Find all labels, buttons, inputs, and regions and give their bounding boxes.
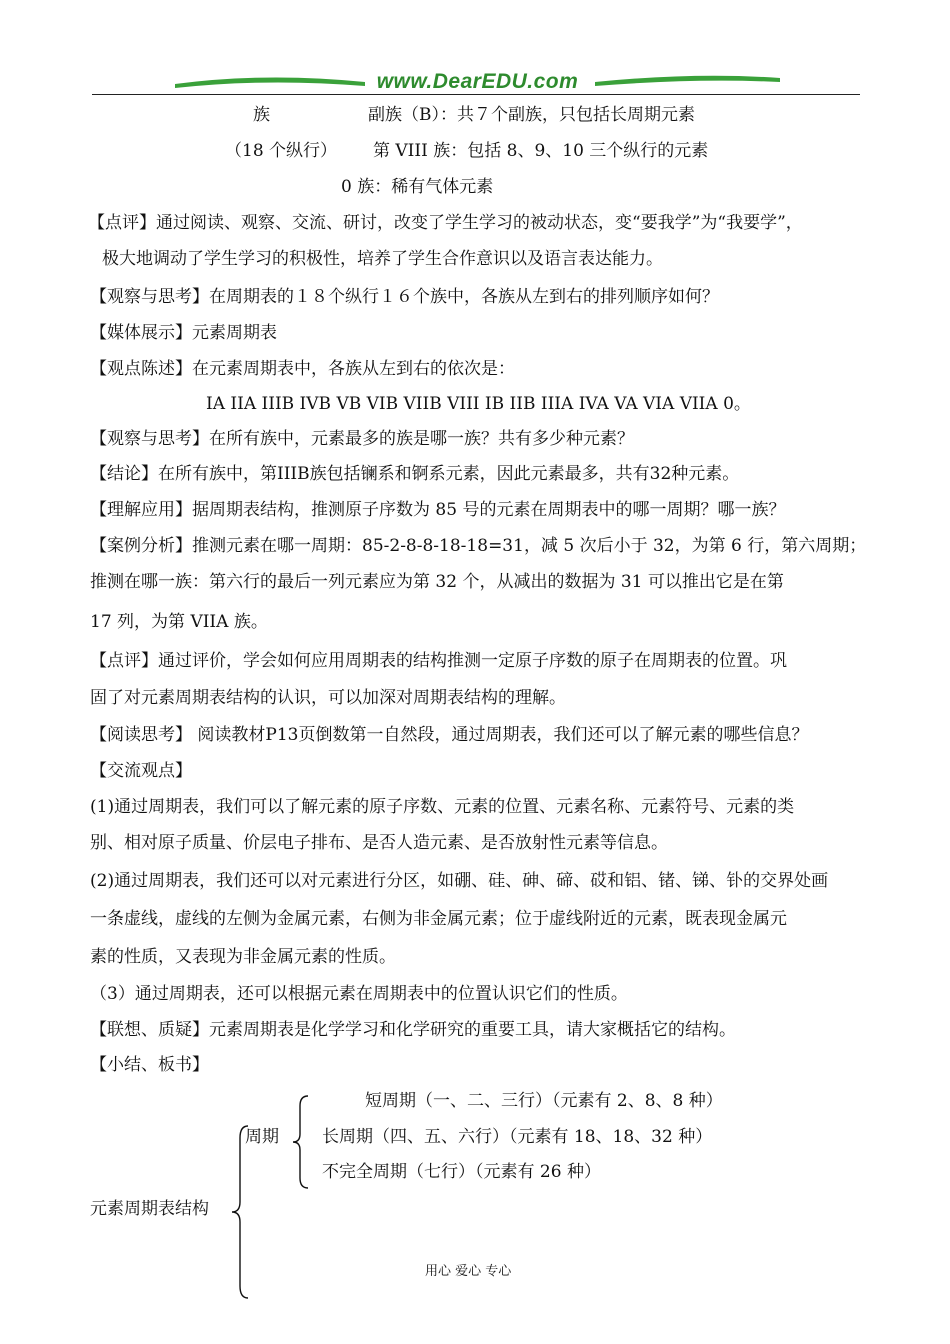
structure-brace-icon [228, 1124, 252, 1300]
paragraph-line: 固了对元素周期表结构的认识，可以加深对周期表结构的理解。 [90, 688, 566, 708]
paragraph-line: 别、相对原子质量、价层电子排布、是否人造元素、是否放射性元素等信息。 [90, 833, 668, 853]
group-order-line: IA IIA IIIB IVB VB VIB VIIB VIII IB IIB IIIA IVA VA VIA VIIA 0。 [206, 394, 751, 414]
paragraph-line: 推测在哪一族：第六行的最后一列元素应为第 32 个，从减出的数据为 31 可以推出它是在第 [90, 572, 784, 592]
paragraph-line: 【点评】通过阅读、观察、交流、研讨，改变了学生学习的被动状态，变“要我学”为“我要学”， [88, 213, 803, 233]
header-rule [92, 94, 860, 95]
paragraph-line: 素的性质，又表现为非金属元素的性质。 [90, 947, 396, 967]
footer-text: 用心 爱心 专心 [425, 1264, 512, 1279]
paragraph-line: （3）通过周期表，还可以根据元素在周期表中的位置认识它们的性质。 [90, 984, 628, 1004]
paragraph-line: 【观察与思考】在周期表的１８个纵行１６个族中，各族从左到右的排列顺序如何？ [90, 287, 719, 307]
paragraph-line: 【理解应用】据周期表结构，推测原子序数为 85 号的元素在周期表中的哪一周期？哪一族？ [90, 500, 786, 520]
paragraph-line: 【结论】在所有族中，第IIIB族包括镧系和锕系元素，因此元素最多，共有32种元素。 [90, 464, 740, 484]
summary-root: 元素周期表结构 [90, 1199, 209, 1219]
table-cell-group-viii: 第 VIII 族：包括 8、9、10 三个纵行的元素 [373, 141, 709, 161]
summary-short-period: 短周期（一、二、三行）（元素有 2、8、8 种） [365, 1091, 723, 1111]
paragraph-line: 【点评】通过评价，学会如何应用周期表的结构推测一定原子序数的原子在周期表的位置。巩 [90, 651, 787, 671]
paragraph-line: 【小结、板书】 [90, 1055, 209, 1075]
paragraph-line: (1)通过周期表，我们可以了解元素的原子序数、元素的位置、元素名称、元素符号、元素的类 [90, 797, 795, 817]
logo-text: www.DearEDU.com [376, 70, 579, 93]
paragraph-line: 【阅读思考】 阅读教材P13页倒数第一自然段，通过周期表，我们还可以了解元素的哪些信息？ [90, 725, 809, 745]
paragraph-line: 17 列，为第 VIIA 族。 [90, 612, 268, 632]
paragraph-line: 【案例分析】推测元素在哪一周期：85-2-8-8-18-18=31，减 5 次后小于 32，为第 6 行，第六周期； [90, 536, 867, 556]
summary-long-period: 长周期（四、五、六行）（元素有 18、18、32 种） [322, 1127, 713, 1147]
table-cell-group-0: 0 族：稀有气体元素 [341, 177, 494, 197]
paragraph-line: 【观察与思考】在所有族中，元素最多的族是哪一族？共有多少种元素？ [90, 429, 634, 449]
period-brace-icon [290, 1094, 312, 1190]
table-cell-zu: 族 [253, 105, 270, 125]
summary-incomplete-period: 不完全周期（七行）（元素有 26 种） [322, 1162, 601, 1182]
paragraph-line: 【联想、质疑】元素周期表是化学学习和化学研究的重要工具，请大家概括它的结构。 [90, 1020, 736, 1040]
table-cell-fuzu: 副族（B）：共７个副族，只包括长周期元素 [368, 105, 695, 125]
paragraph-line: (2)通过周期表，我们还可以对元素进行分区，如硼、硅、砷、碲、砹和铝、锗、锑、钋的交界处画 [90, 871, 829, 891]
paragraph-line: 【媒体展示】元素周期表 [90, 323, 277, 343]
paragraph-line: 一条虚线，虚线的左侧为金属元素，右侧为非金属元素；位于虚线附近的元素，既表现金属元 [90, 909, 787, 929]
table-cell-18-columns: （18 个纵行） [225, 141, 338, 161]
paragraph-line: 极大地调动了学生学习的积极性，培养了学生合作意识以及语言表达能力。 [102, 249, 663, 269]
paragraph-line: 【观点陈述】在元素周期表中，各族从左到右的依次是： [90, 359, 515, 379]
paragraph-line: 【交流观点】 [90, 761, 192, 781]
summary-period-label: 周期 [245, 1127, 279, 1147]
